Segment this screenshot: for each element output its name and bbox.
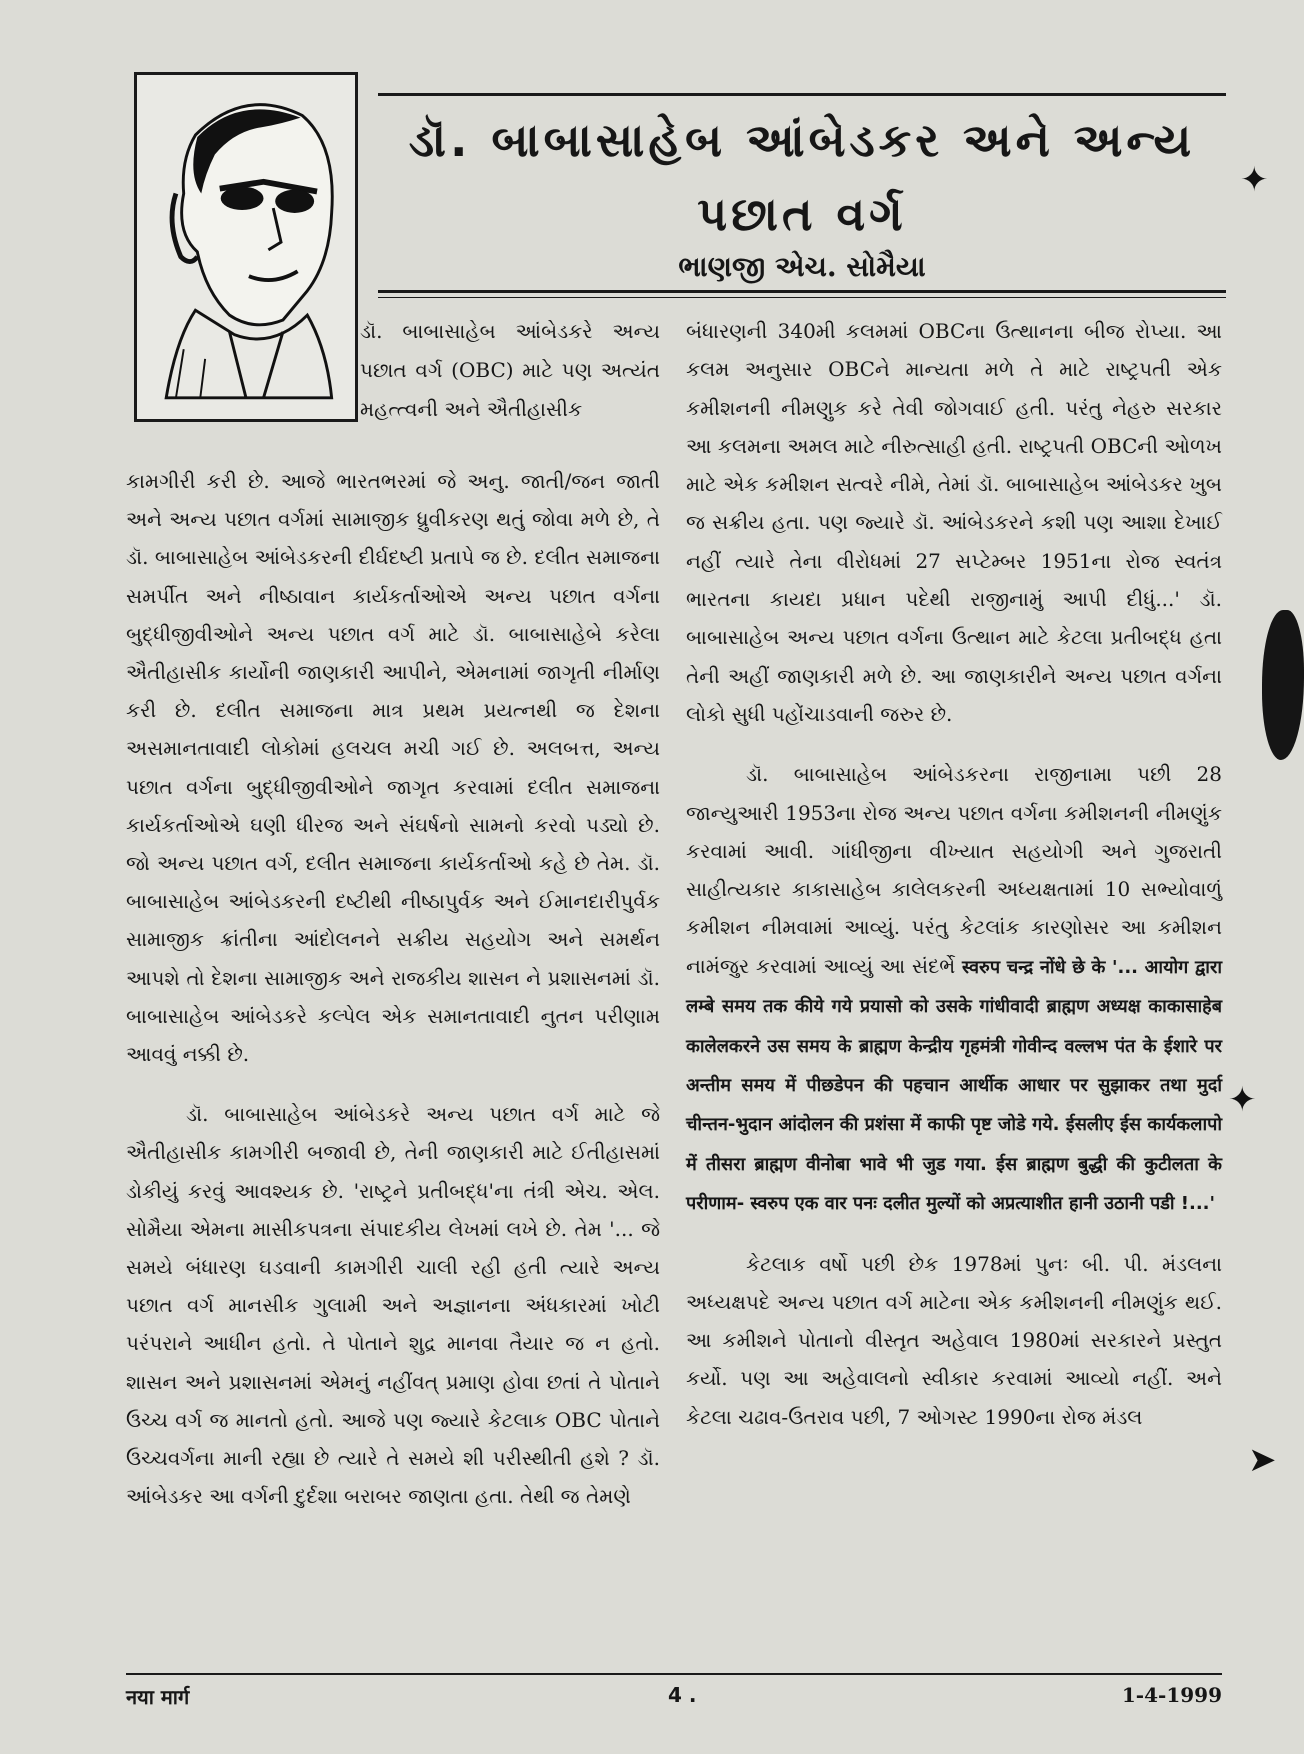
- portrait-sketch: [137, 75, 355, 419]
- print-mark-star-icon: ✦: [1228, 1080, 1257, 1120]
- title-bottom-thin-rule: [378, 297, 1226, 298]
- footer-rule: [126, 1673, 1222, 1675]
- right-paragraph-3: કેટલાક વર્ષો પછી છેક 1978માં પુનઃ બી. પી. મંડલના અધ્યક્ષપદે અન્ય પછાત વર્ગ માટેના એક કમીશનની નીમણુંક થઈ. આ કમીશને પોતાનો વીસ્તૃત અહેવાલ 1980માં સરકારને પ્રસ્તુત કર્યો. પણ આ અહેવાલનો સ્વીકાર કરવામાં આવ્યો નહીં. અને કેટલા ચઢાવ-ઉતરાવ પછી, 7 ઓગસ્ટ 1990ના રોજ મંડલ: [686, 1251, 1222, 1429]
- author-portrait-image: [134, 72, 358, 422]
- right-paragraph-1: બંધારણની 340મી કલમમાં OBCના ઉત્થાનના બીજ રોપ્યા. આ કલમ અનુસાર OBCને માન્યતા મળે તે માટે રાષ્ટ્રપતી એક કમીશનની નીમણુક કરે તેવી જોગવાઈ હતી. પરંતુ નેહરુ સરકાર આ કલમના અમલ માટે નીરુત્સાહી હતી. રાષ્ટ્રપતી OBCની ઓળખ માટે એક કમીશન સત્વરે નીમે, તેમાં ડૉ. બાબાસાહેબ આંબેડકર ખુબ જ સક્રીય હતા. પણ જ્યારે ડૉ. આંબેડકરને કશી પણ આશા દેખાઈ નહીં ત્યારે તેના વીરોધમાં 27 સપ્ટેમ્બર 1951ના રોજ સ્વતંત્ર ભારતના કાયદા પ્રધાન પદેથી રાજીનામું આપી દીધું...' ડૉ. બાબાસાહેબ અન્ય પછાત વર્ગના ઉત્થાન માટે કેટલા પ્રતીબદ્ધ હતા તેની અહીં જાણકારી મળે છે. આ જાણકારીને અન્ય પછાત વર્ગના લોકો સુધી પહોંચાડવાની જરુર છે.: [686, 319, 1222, 726]
- title-top-rule: [378, 93, 1226, 96]
- right-column: [686, 312, 1222, 1436]
- lead-paragraph-continued: કામગીરી કરી છે. આજે ભારતભરમાં જે અનુ. જાતી/જન જાતી અને અન્ય પછાત વર્ગમાં સામાજીક ધ્રુવીકરણ થતું જોવા મળે છે, તે ડૉ. બાબાસાહેબ આંબેડકરની દીર્ઘદષ્ટી પ્રતાપે જ છે. દલીત સમાજના સમર્પીત અને નીષ્ઠાવાન કાર્યકર્તાઓએ અન્ય પછાત વર્ગના બુદ્ધીજીવીઓને અન્ય પછાત વર્ગ માટે ડૉ. બાબાસાહેબે કરેલા ઐતીહાસીક કાર્યોની જાણકારી આપીને, એમનામાં જાગૃતી નીર્માણ કરી છે. દલીત સમાજના માત્ર પ્રથમ પ્રયત્નથી જ દેશના અસમાનતાવાદી લોકોમાં હલચલ મચી ગઈ છે. અલબત્ત, અન્ય પછાત વર્ગના બુદ્ધીજીવીઓને જાગૃત કરવામાં દલીત સમાજના કાર્યકર્તાઓએ ઘણી ધીરજ અને સંઘર્ષનો સામનો કરવો પડ્યો છે. જો અન્ય પછાત વર્ગ, દલીત સમાજના કાર્યકર્તાઓ કહે છે તેમ. ડૉ. બાબાસાહેબ આંબેડકરની દષ્ટીથી નીષ્ઠાપુર્વક અને ઈમાનદારીપુર્વક સામાજીક ક્રાંતીના આંદોલનને સક્રીય સહયોગ અને સમર્થન આપશે તો દેશના સામાજીક અને રાજકીય શાસન ને પ્રશાસનમાં ડૉ. બાબાસાહેબ આંબેડકરે કલ્પેલ એક સમાનતાવાદી નુતન પરીણામ આવવું નક્કી છે.: [126, 469, 660, 1067]
- right-paragraph-2: [686, 755, 1222, 1222]
- left-column: [126, 462, 660, 1515]
- article-byline: ભાણજી એચ. સોમૈયા: [678, 250, 926, 283]
- footer-magazine-name: नया मार्ग: [126, 1685, 190, 1709]
- paper-damage-blot: [1262, 610, 1304, 760]
- lead-paragraph-wrap: [360, 312, 660, 429]
- hindi-quote: स्वरुप चन्द्र नोंधे छे के '... आयोग द्वारा लम्बे समय तक कीये गये प्रयासो को उसके गांधीवादी ब्राह्मण अध्यक्ष काकासाहेब कालेलकरने उस समय के ब्राह्मण केन्द्रीय गृहमंत्री गोवीन्द वल्लभ पंत के ईशारे पर अन्तीम समय में पीछडेपन की पहचान आर्थीक आधार पर सुझाकर तथा मुर्दा चीन्तन-भुदान आंदोलन की प्रशंसा में काफी पृष्ट जोडे गये. ईसलीए ईस कार्यकलापो में तीसरा ब्राह्मण वीनोबा भावे भी जुड गया. ईस ब्राह्मण बुद्धी की कुटीलता के परीणाम- स्वरुप एक वार पनः दलीत मुल्यों को अप्रत्याशीत हानी उठानी पडी !...': [686, 956, 1222, 1215]
- print-mark-arrow-icon: ➤: [1248, 1440, 1277, 1480]
- footer-page-number: 4 .: [668, 1683, 697, 1707]
- article-title: ડૉ. બાબાસાહેબ આંબેડકર અને અન્ય પછાત વર્ગ: [408, 113, 1196, 241]
- right-paragraph-2-gujarati: ડૉ. બાબાસાહેબ આંબેડકરના રાજીનામા પછી 28 જાન્યુઆરી 1953ના રોજ અન્ય પછાત વર્ગના કમીશનની નીમણુંક કરવામાં આવી. ગાંધીજીના વીખ્યાત સહયોગી અને ગુજરાતી સાહીત્યકાર કાકાસાહેબ કાલેલકરની અધ્યક્ષતામાં 10 સભ્યોવાળું કમીશન નીમવામાં આવ્યું. પરંતુ કેટલાંક કારણોસર આ કમીશન નામંજુર કરવામાં આવ્યું આ સંદર્ભે: [686, 762, 1222, 978]
- left-paragraph-2: ડૉ. બાબાસાહેબ આંબેડકરે અન્ય પછાત વર્ગ માટે જે ઐતીહાસીક કામગીરી બજાવી છે, તેની જાણકારી માટે ઈતીહાસમાં ડોકીયું કરવું આવશ્યક છે. 'રાષ્ટ્રને પ્રતીબદ્ધ'ના તંત્રી એચ. એલ. સોમૈયા એમના માસીકપત્રના સંપાદકીય લેખમાં લખે છે. તેમ '... જે સમયે બંધારણ ઘડવાની કામગીરી ચાલી રહી હતી ત્યારે અન્ય પછાત વર્ગ માનસીક ગુલામી અને અજ્ઞાનના અંધકારમાં ખોટી પરંપરાને આધીન હતો. તે પોતાને શુદ્ર માનવા તૈયાર જ ન હતો. શાસન અને પ્રશાસનમાં એમનું નહીંવત્ પ્રમાણ હોવા છતાં તે પોતાને ઉચ્ચ વર્ગ જ માનતો હતો. આજે પણ જ્યારે કેટલાક OBC પોતાને ઉચ્ચવર્ગના માની રહ્યા છે ત્યારે તે સમયે શી પરીસ્થીતી હશે ? ડૉ. આંબેડકર આ વર્ગની દુર્દશા બરાબર જાણતા હતા. તેથી જ તેમણે: [126, 1102, 660, 1509]
- print-mark-star-icon: ✦: [1240, 160, 1269, 200]
- lead-paragraph-start: ડૉ. બાબાસાહેબ આંબેડકરે અન્ય પછાત વર્ગ (OBC) માટે પણ અત્યંત મહત્ત્વની અને ઐતીહાસીક: [360, 319, 660, 421]
- title-bottom-rule: [378, 290, 1226, 293]
- footer-date: 1-4-1999: [1121, 1683, 1222, 1707]
